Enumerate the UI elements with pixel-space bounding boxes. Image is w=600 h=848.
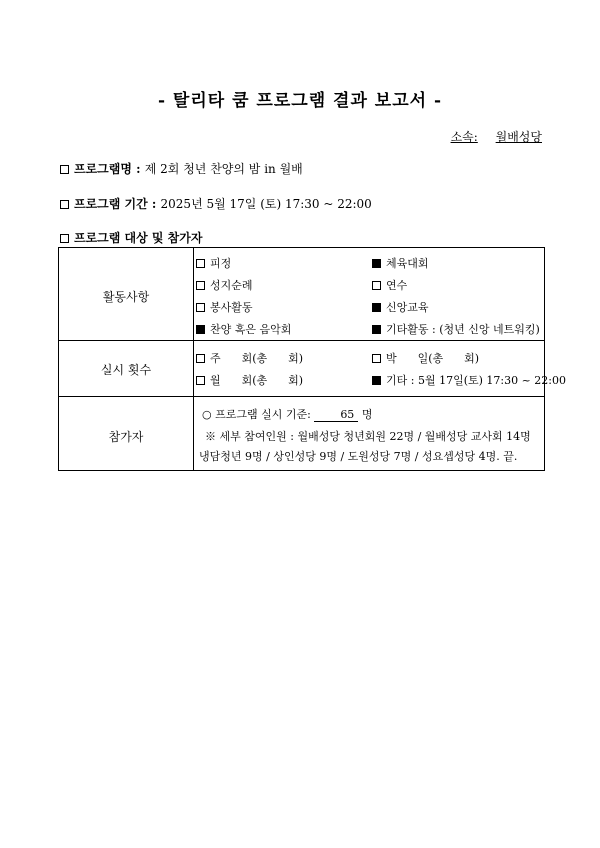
checkbox-icon <box>196 303 205 312</box>
checkbox-checked-icon <box>372 325 381 334</box>
target-header-line <box>60 229 202 246</box>
activity-option: 찬양 혹은 음악회 <box>196 321 291 337</box>
program-period-value: 2025년 5월 17일 (토) 17:30 ~ 22:00 <box>160 197 372 211</box>
frequency-label: 실시 횟수 <box>100 363 152 377</box>
checkbox-icon <box>196 281 205 290</box>
affiliation-value: 월배성당 <box>495 130 542 144</box>
checkbox-icon <box>196 376 205 385</box>
participants-standard <box>202 406 372 422</box>
checkbox-icon <box>196 354 205 363</box>
row-divider <box>59 340 544 341</box>
checkbox-icon <box>372 354 381 363</box>
table-divider <box>193 248 194 470</box>
checkbox-checked-icon <box>372 376 381 385</box>
row-divider <box>59 396 544 397</box>
checkbox-icon <box>196 259 205 268</box>
activity-option: 성지순례 <box>196 277 253 293</box>
frequency-option: 박 일(총 회) <box>372 350 479 366</box>
activity-option: 연수 <box>372 277 407 293</box>
program-name-value: 제 2회 청년 찬양의 밤 in 월배 <box>144 162 303 176</box>
report-title: - 탈리타 쿰 프로그램 결과 보고서 - <box>157 91 443 111</box>
participants-label: 참가자 <box>108 430 144 444</box>
checkbox-icon <box>60 234 69 243</box>
participants-detail-2: 냉담청년 9명 / 상인성당 9명 / 도원성당 7명 / 성요셉성당 4명. 끝. <box>199 450 518 463</box>
activity-option: 기타활동 : (청년 신앙 네트워킹) <box>372 321 540 337</box>
affiliation <box>451 128 542 145</box>
checkbox-icon <box>372 281 381 290</box>
activity-option: 봉사활동 <box>196 299 253 315</box>
program-period-label: 프로그램 기간 <box>74 197 148 211</box>
affiliation-label: 소속: <box>450 130 478 144</box>
checkbox-icon <box>60 200 69 209</box>
program-period-line: 프로그램 기간 : 2025년 5월 17일 (토) 17:30 ~ 22:00 <box>60 195 372 212</box>
activity-option: 체육대회 <box>372 255 429 271</box>
program-name-label: 프로그램명 <box>74 162 132 176</box>
activity-option: 피정 <box>196 255 231 271</box>
checkbox-icon <box>60 165 69 174</box>
participants-detail-1: ※ 세부 참여인원 : 월배성당 청년회원 22명 / 월배성당 교사회 14명 <box>205 430 531 443</box>
frequency-option: 주 회(총 회) <box>196 350 303 366</box>
standard-value: 65 <box>314 408 358 422</box>
checkbox-checked-icon <box>372 303 381 312</box>
program-name-line: 프로그램명 : 제 2회 청년 찬양의 밤 in 월배 <box>60 160 303 177</box>
activities-label: 활동사항 <box>102 290 150 304</box>
target-header: 프로그램 대상 및 참가자 <box>74 231 203 245</box>
frequency-option: 월 회(총 회) <box>196 372 303 388</box>
checkbox-checked-icon <box>372 259 381 268</box>
checkbox-checked-icon <box>196 325 205 334</box>
participants-table <box>58 247 567 471</box>
standard-label: ○ 프로그램 실시 기준: <box>202 408 311 421</box>
activity-option: 신앙교육 <box>372 299 429 315</box>
frequency-option: 기타 : 5월 17일(토) 17:30 ~ 22:00 <box>372 372 566 388</box>
standard-unit: 명 <box>361 408 373 421</box>
